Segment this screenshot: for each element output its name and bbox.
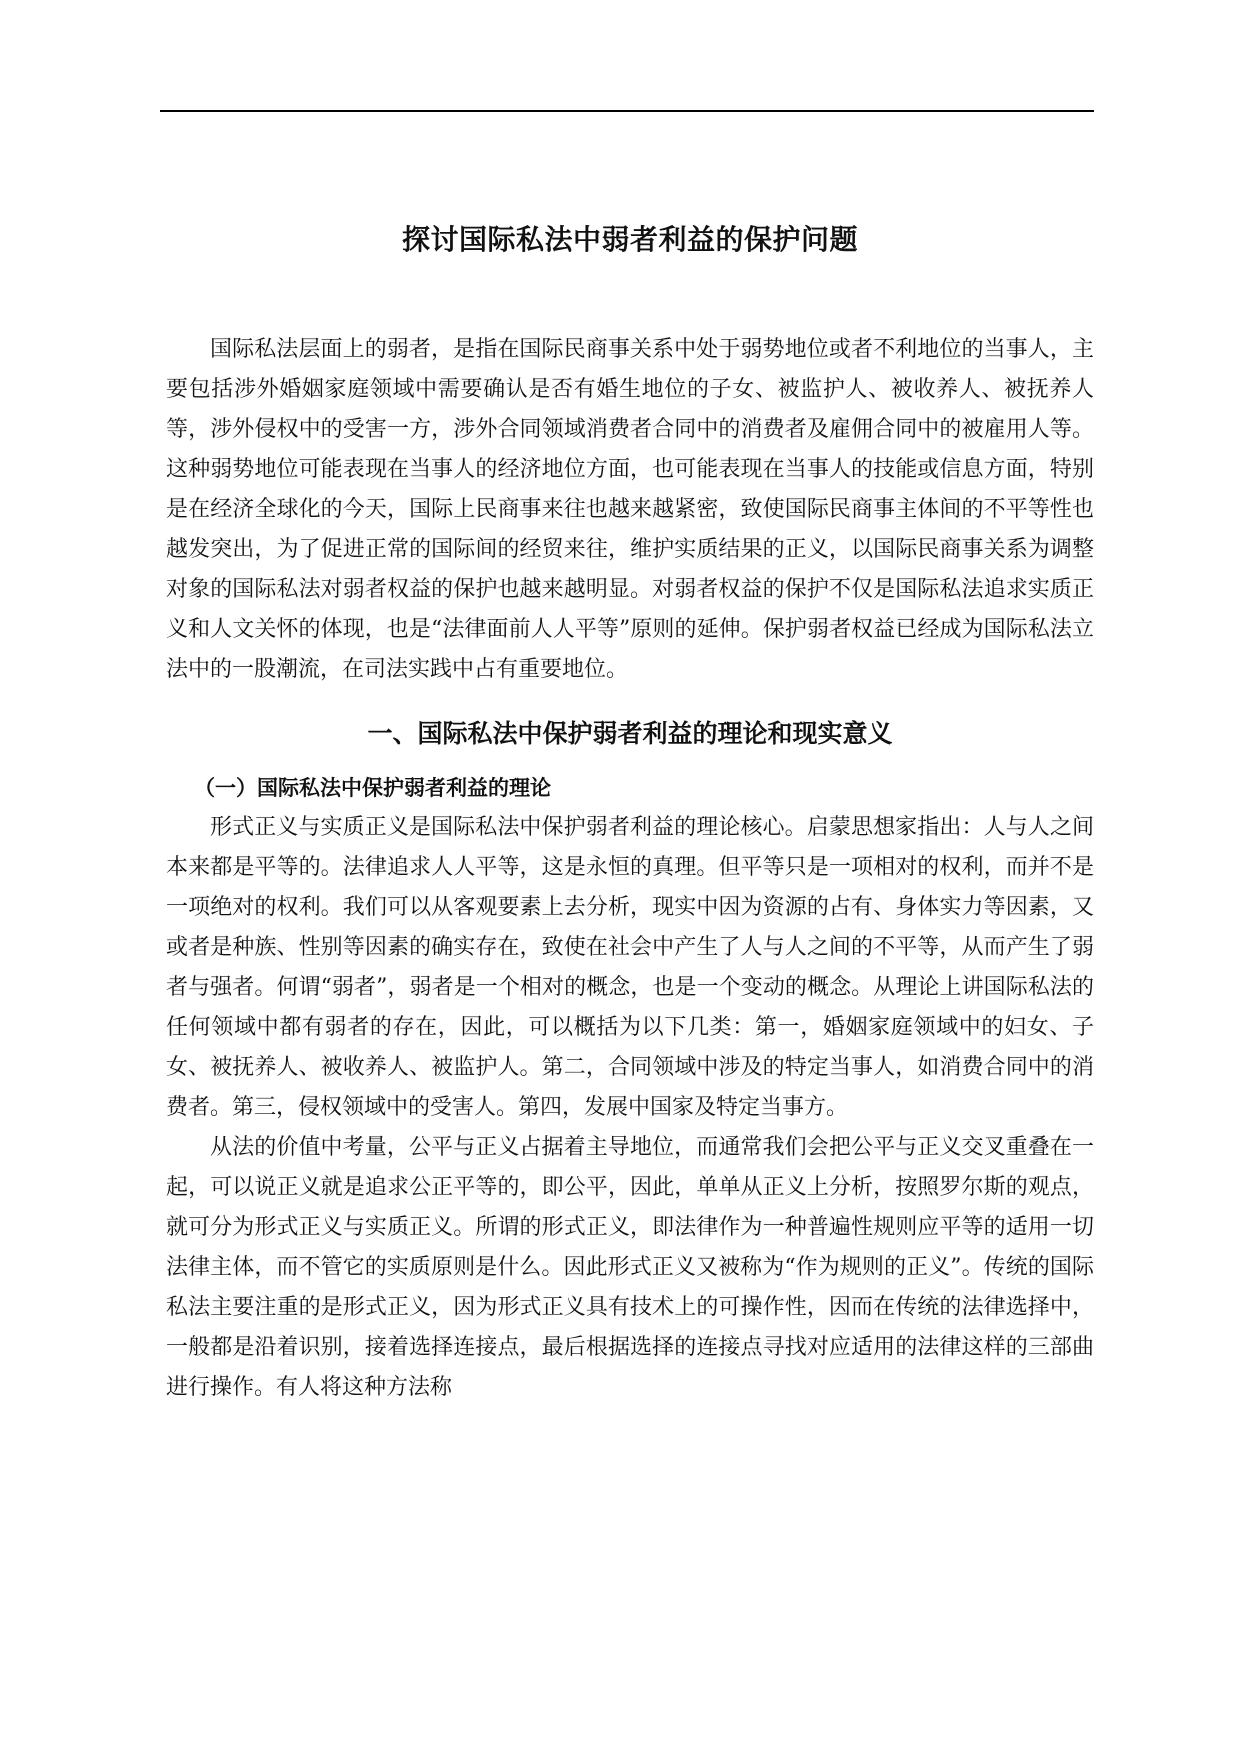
document-title: 探讨国际私法中弱者利益的保护问题 bbox=[401, 223, 858, 256]
intro-paragraph: 国际私法层面上的弱者，是指在国际民商事关系中处于弱势地位或者不利地位的当事人，主要包括涉外婚姻家庭领域中需要确认是否有婚生地位的子女、被监护人、被收养人、被抚养人等，涉外侵权中的受害一方，涉外合同领域消费者合同中的消费者及雇佣合同中的被雇用人等。这种弱势地位可能表现在当事人的经济地位方面，也可能表现在当事人的技能或信息方面，特别是在经济全球化的今天，国际上民商事来往也越来越紧密，致使国际民商事主体间的不平等性也越发突出，为了促进正常的国际间的经贸来往，维护实质结果的正义，以国际民商事关系为调整对象的国际私法对弱者权益的保护也越来越明显。对弱者权益的保护不仅是国际私法追求实质正义和人文关怀的体现，也是“法律面前人人平等”原则的延伸。保护弱者权益已经成为国际私法立法中的一股潮流，在司法实践中占有重要地位。 bbox=[166, 337, 1094, 682]
document-body bbox=[166, 214, 1094, 1408]
header-rule bbox=[160, 110, 1094, 112]
section-heading: 一、国际私法中保护弱者利益的理论和现实意义 bbox=[367, 719, 893, 748]
subsection-heading: （一）国际私法中保护弱者利益的理论 bbox=[194, 776, 551, 800]
body-paragraph: 形式正义与实质正义是国际私法中保护弱者利益的理论核心。启蒙思想家指出：人与人之间本来都是平等的。法律追求人人平等，这是永恒的真理。但平等只是一项相对的权利，而并不是一项绝对的权利。我们可以从客观要素上去分析，现实中因为资源的占有、身体实力等因素，又或者是种族、性别等因素的确实存在，致使在社会中产生了人与人之间的不平等，从而产生了弱者与强者。何谓“弱者”，弱者是一个相对的概念，也是一个变动的概念。从理论上讲国际私法的任何领域中都有弱者的存在，因此，可以概括为以下几类：第一，婚姻家庭领域中的妇女、子女、被抚养人、被收养人、被监护人。第二，合同领域中涉及的特定当事人，如消费合同中的消费者。第三，侵权领域中的受害人。第四，发展中国家及特定当事方。 bbox=[166, 815, 1094, 1120]
body-paragraph: 从法的价值中考量，公平与正义占据着主导地位，而通常我们会把公平与正义交叉重叠在一起，可以说正义就是追求公正平等的，即公平，因此，单单从正义上分析，按照罗尔斯的观点，就可分为形式正义与实质正义。所谓的形式正义，即法律作为一种普遍性规则应平等的适用一切法律主体，而不管它的实质原则是什么。因此形式正义又被称为“作为规则的正义”。传统的国际私法主要注重的是形式正义，因为形式正义具有技术上的可操作性，因而在传统的法律选择中，一般都是沿着识别，接着选择连接点，最后根据选择的连接点寻找对应适用的法律这样的三部曲进行操作。有人将这种方法称 bbox=[166, 1135, 1094, 1400]
